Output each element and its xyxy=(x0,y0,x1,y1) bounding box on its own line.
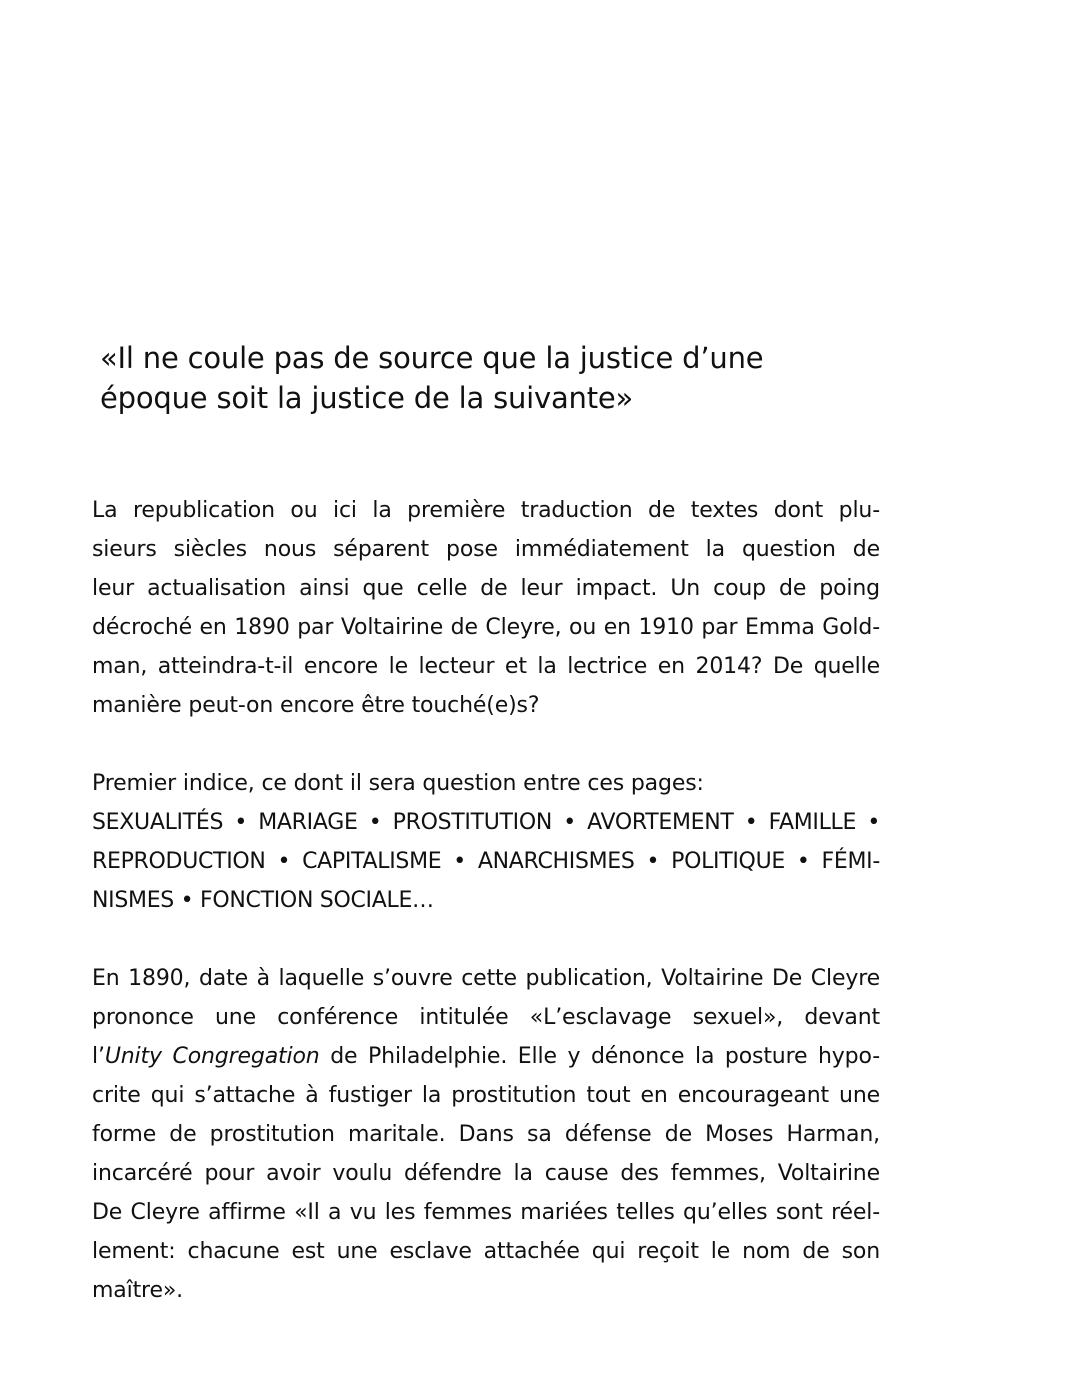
epigraph-quote xyxy=(100,338,820,418)
text-line: lement: chacune est une esclave attachée qui reçoit le nom de son xyxy=(92,1239,880,1264)
text-line-with-italic xyxy=(92,1037,880,1076)
topics-line: SEXUALITÉS • MARIAGE • PROSTITUTION • AVORTEMENT • FAMILLE • xyxy=(92,810,880,835)
text-line: prononce une conférence intitulée «L’esclavage sexuel», devant xyxy=(92,1005,880,1030)
paragraph-intro xyxy=(92,491,880,725)
text-line: De Cleyre affirme «Il a vu les femmes mariées telles qu’elles sont réel- xyxy=(92,1200,880,1225)
text-line: décroché en 1890 par Voltairine de Cleyre, ou en 1910 par Emma Gold- xyxy=(92,615,880,640)
text-line: Premier indice, ce dont il sera question entre ces pages: xyxy=(92,771,704,796)
text-line: sieurs siècles nous séparent pose immédiatement la question de xyxy=(92,537,880,562)
text-line: manière peut-on encore être touché(e)s? xyxy=(92,693,540,718)
text-line: La republication ou ici la première traduction de textes dont plu- xyxy=(92,498,880,523)
text-line: maître». xyxy=(92,1278,184,1303)
italic-name: Unity Congregation xyxy=(104,1044,320,1069)
paragraph-topics xyxy=(92,764,880,920)
text-line: En 1890, date à laquelle s’ouvre cette publication, Voltairine De Cleyre xyxy=(92,966,880,991)
text-line: incarcéré pour avoir voulu défendre la cause des femmes, Voltairine xyxy=(92,1161,880,1186)
epigraph-line: époque soit la justice de la suivante» xyxy=(100,381,634,415)
text-line: crite qui s’attache à fustiger la prostitution tout en encourageant une xyxy=(92,1083,880,1108)
text-fragment: l’ xyxy=(92,1044,105,1069)
epigraph-line: «Il ne coule pas de source que la justice d’une xyxy=(100,341,764,375)
topics-line: NISMES • FONCTION SOCIALE… xyxy=(92,888,434,913)
topics-line: REPRODUCTION • CAPITALISME • ANARCHISMES • POLITIQUE • FÉMI- xyxy=(92,849,880,874)
text-line: man, atteindra-t-il encore le lecteur et la lectrice en 2014? De quelle xyxy=(92,654,880,679)
text-fragment: de Philadelphie. Elle y dénonce la posture hypo- xyxy=(319,1044,880,1069)
paragraph-history xyxy=(92,959,880,1310)
text-line: forme de prostitution maritale. Dans sa défense de Moses Harman, xyxy=(92,1122,880,1147)
text-line: leur actualisation ainsi que celle de leur impact. Un coup de poing xyxy=(92,576,880,601)
